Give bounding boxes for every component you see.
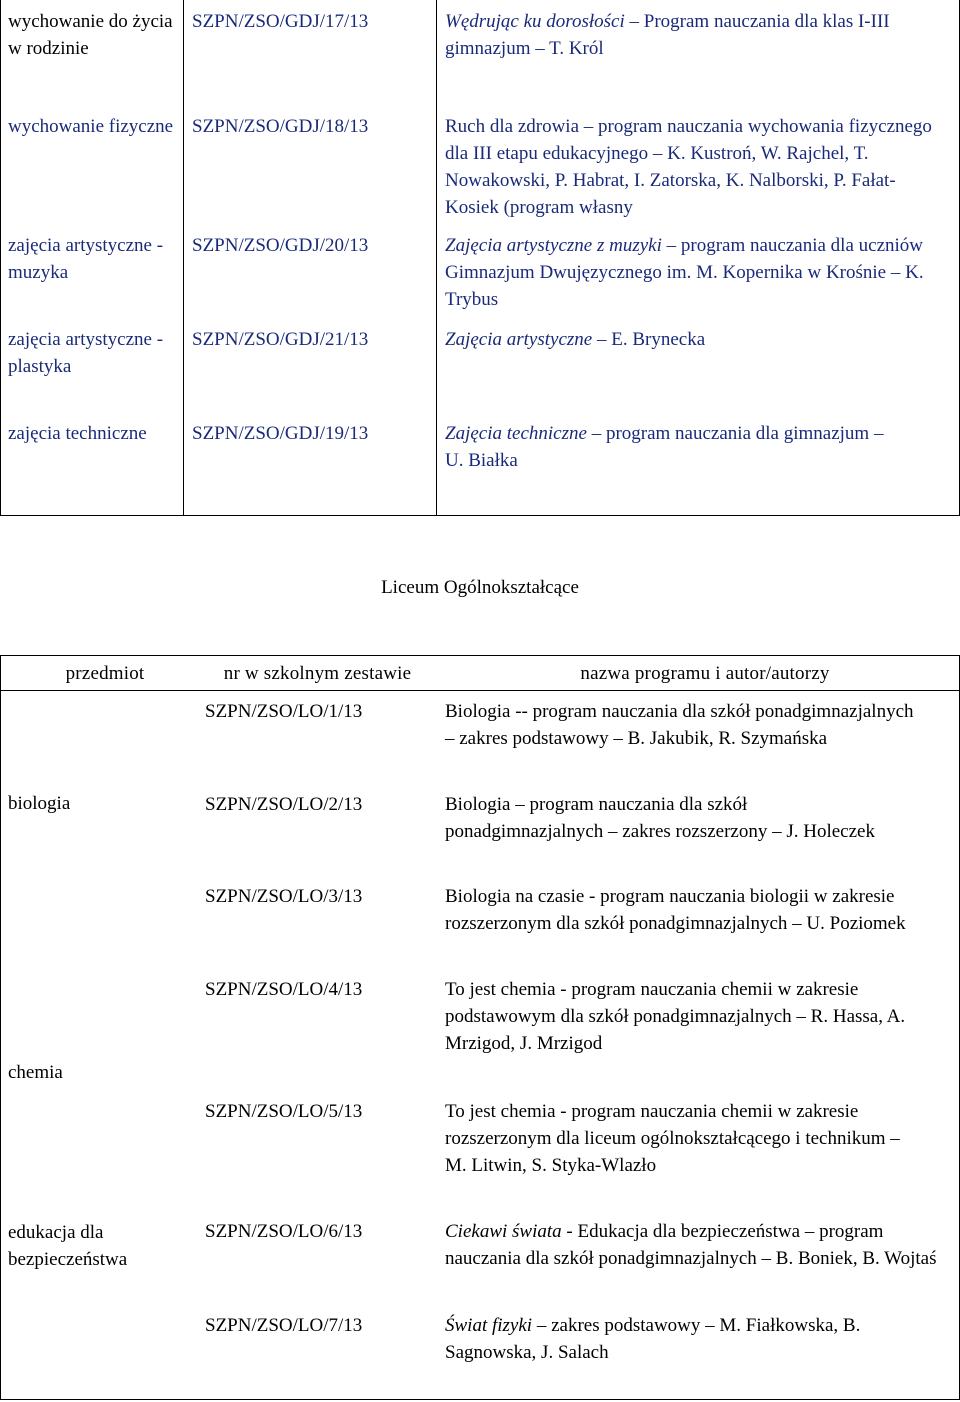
code-cell: SZPN/ZSO/LO/4/13: [205, 979, 363, 1000]
column-divider: [436, 0, 437, 516]
code-cell: SZPN/ZSO/LO/5/13: [205, 1101, 363, 1122]
program-cell: [445, 232, 935, 313]
program-description: – program nauczania dla gimnazjum – U. Białka: [445, 423, 884, 471]
program-description: – zakres podstawowy – M. Fiałkowska, B. Sagnowska, J. Salach: [445, 1315, 861, 1363]
code-cell: SZPN/ZSO/LO/2/13: [205, 794, 363, 815]
program-cell: [445, 883, 940, 937]
code-cell: SZPN/ZSO/GDJ/20/13: [192, 235, 369, 256]
program-description: Biologia – program nauczania dla szkół ponadgimnazjalnych – zakres rozszerzony – J. Holeczek: [445, 794, 875, 842]
subject-group-chemia: chemia: [8, 1062, 63, 1083]
column-header-subject: przedmiot: [65, 663, 145, 684]
program-description: – Program nauczania dla klas I-III gimnazjum – T. Król: [445, 11, 890, 59]
header-divider: [0, 690, 960, 691]
program-cell: [445, 1098, 915, 1179]
program-cell: [445, 113, 940, 221]
subject-cell: zajęcia techniczne: [8, 423, 147, 444]
program-description: – E. Brynecka: [592, 329, 706, 350]
program-cell: [445, 8, 953, 62]
program-cell: [445, 976, 915, 1057]
program-title: Wędrując ku dorosłości: [445, 11, 625, 32]
program-description: To jest chemia - program nauczania chemii w zakresie rozszerzonym dla liceum ogólnokształcącego i technikum – M. Litwin, S. Styka-Wlazło: [445, 1101, 900, 1176]
program-title: Zajęcia techniczne: [445, 423, 587, 444]
column-header-code: nr w szkolnym zestawie: [223, 663, 412, 684]
table-border-left: [0, 655, 1, 1400]
table-border-left: [0, 0, 1, 516]
code-cell: SZPN/ZSO/GDJ/19/13: [192, 423, 369, 444]
program-cell: [445, 1218, 940, 1272]
program-title: Ciekawi świata: [445, 1221, 562, 1242]
program-title: Zajęcia artystyczne z muzyki: [445, 235, 662, 256]
code-cell: SZPN/ZSO/LO/1/13: [205, 701, 363, 722]
program-title: Świat fizyki: [445, 1315, 533, 1336]
code-cell: SZPN/ZSO/GDJ/17/13: [192, 11, 369, 32]
program-cell: [445, 420, 885, 474]
subject-cell: wychowanie do życia w rodzinie: [8, 11, 173, 59]
column-header-program: nazwa programu i autor/autorzy: [580, 663, 830, 684]
code-cell: SZPN/ZSO/LO/3/13: [205, 886, 363, 907]
program-description: To jest chemia - program nauczania chemii w zakresie podstawowym dla szkół ponadgimnazjalnych – R. Hassa, A. Mrzigod, J. Mrzigod: [445, 979, 906, 1054]
code-cell: SZPN/ZSO/GDJ/21/13: [192, 329, 369, 350]
program-description: Biologia na czasie - program nauczania biologii w zakresie rozszerzonym dla szkół ponadgimnazjalnych – U. Poziomek: [445, 886, 906, 934]
subject-cell: wychowanie fizyczne: [8, 116, 174, 137]
code-cell: SZPN/ZSO/LO/7/13: [205, 1315, 363, 1336]
subject-cell: zajęcia artystyczne - muzyka: [8, 235, 164, 283]
table-border-bottom: [0, 1399, 960, 1400]
program-cell: [445, 326, 940, 353]
section-title: Liceum Ogólnokształcące: [381, 577, 579, 598]
program-description: – program nauczania dla uczniów Gimnazjum Dwujęzycznego im. M. Kopernika w Krośnie – K. Trybus: [445, 235, 924, 310]
program-cell: [445, 791, 905, 845]
code-cell: SZPN/ZSO/GDJ/18/13: [192, 116, 369, 137]
subject-group-edb: edukacja dla bezpieczeństwa: [8, 1222, 128, 1270]
column-divider: [183, 0, 184, 516]
program-cell: [445, 1312, 945, 1366]
subject-group-biologia: biologia: [8, 793, 71, 814]
program-description: - Edukacja dla bezpieczeństwa – program nauczania dla szkół ponadgimnazjalnych – B. Boniek, B. Wojtaś: [445, 1221, 937, 1269]
table-border-top: [0, 655, 960, 656]
program-title: Zajęcia artystyczne: [445, 329, 593, 350]
program-description: Ruch dla zdrowia – program nauczania wychowania fizycznego dla III etapu edukacyjnego – K. Kustroń, W. Rajchel, T. Nowakowski, P. Habrat, I. Zatorska, K. Nalborski, P. Fałat-Kosiek (program własny: [445, 116, 932, 218]
program-cell: [445, 698, 915, 752]
code-cell: SZPN/ZSO/LO/6/13: [205, 1221, 363, 1242]
table-border-bottom: [0, 515, 960, 516]
subject-cell: zajęcia artystyczne - plastyka: [8, 329, 164, 377]
program-description: Biologia -- program nauczania dla szkół ponadgimnazjalnych – zakres podstawowy – B. Jakubik, R. Szymańska: [445, 701, 914, 749]
